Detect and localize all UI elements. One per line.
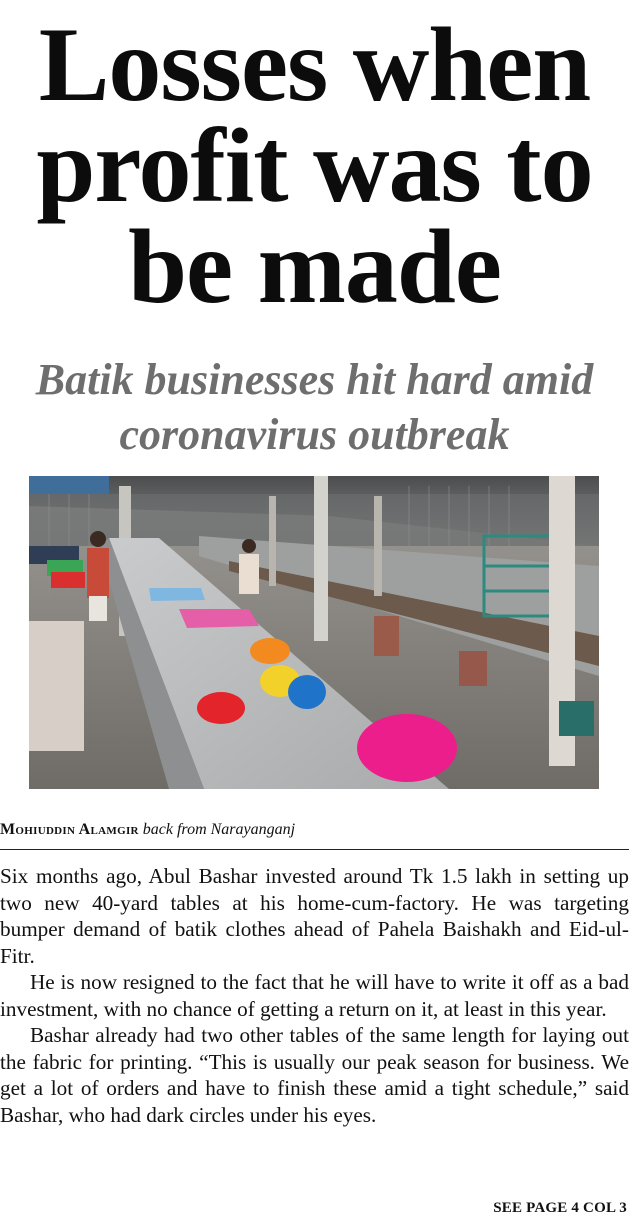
byline-divider bbox=[0, 849, 629, 850]
headline-line-2: profit was to bbox=[36, 107, 593, 224]
body-paragraph-2: He is now resigned to the fact that he will have to write it off as a bad investment, with no chance of getting a return on it, at least in this year. bbox=[0, 970, 629, 1021]
factory-photo bbox=[29, 476, 599, 789]
byline-location: back from Narayanganj bbox=[142, 821, 296, 838]
subheadline-line-2: coronavirus outbreak bbox=[119, 410, 510, 459]
headline bbox=[0, 6, 629, 325]
article-body bbox=[0, 863, 629, 1128]
byline-author: Mohiuddin Alamgir bbox=[0, 821, 139, 838]
byline bbox=[0, 820, 629, 840]
body-paragraph-1: Six months ago, Abul Bashar invested around Tk 1.5 lakh in setting up two new 40-yard tables at his home-cum-factory. He was targeting bumper demand of batik clothes ahead of Pahela Baishakh and Eid-ul-Fitr. bbox=[0, 864, 629, 968]
subheadline bbox=[0, 352, 629, 462]
headline-line-1: Losses when bbox=[38, 6, 591, 123]
subheadline-line-1: Batik businesses hit hard amid bbox=[35, 355, 594, 404]
continuation-jump: SEE PAGE 4 COL 3 bbox=[493, 1200, 627, 1216]
headline-line-3: be made bbox=[128, 208, 501, 325]
body-paragraph-3: Bashar already had two other tables of the same length for laying out the fabric for printing. “This is usually our peak season for business. We get a lot of orders and have to finish these amid a tight schedule,” said Bashar, who had dark circles under his eyes. bbox=[0, 1023, 629, 1127]
